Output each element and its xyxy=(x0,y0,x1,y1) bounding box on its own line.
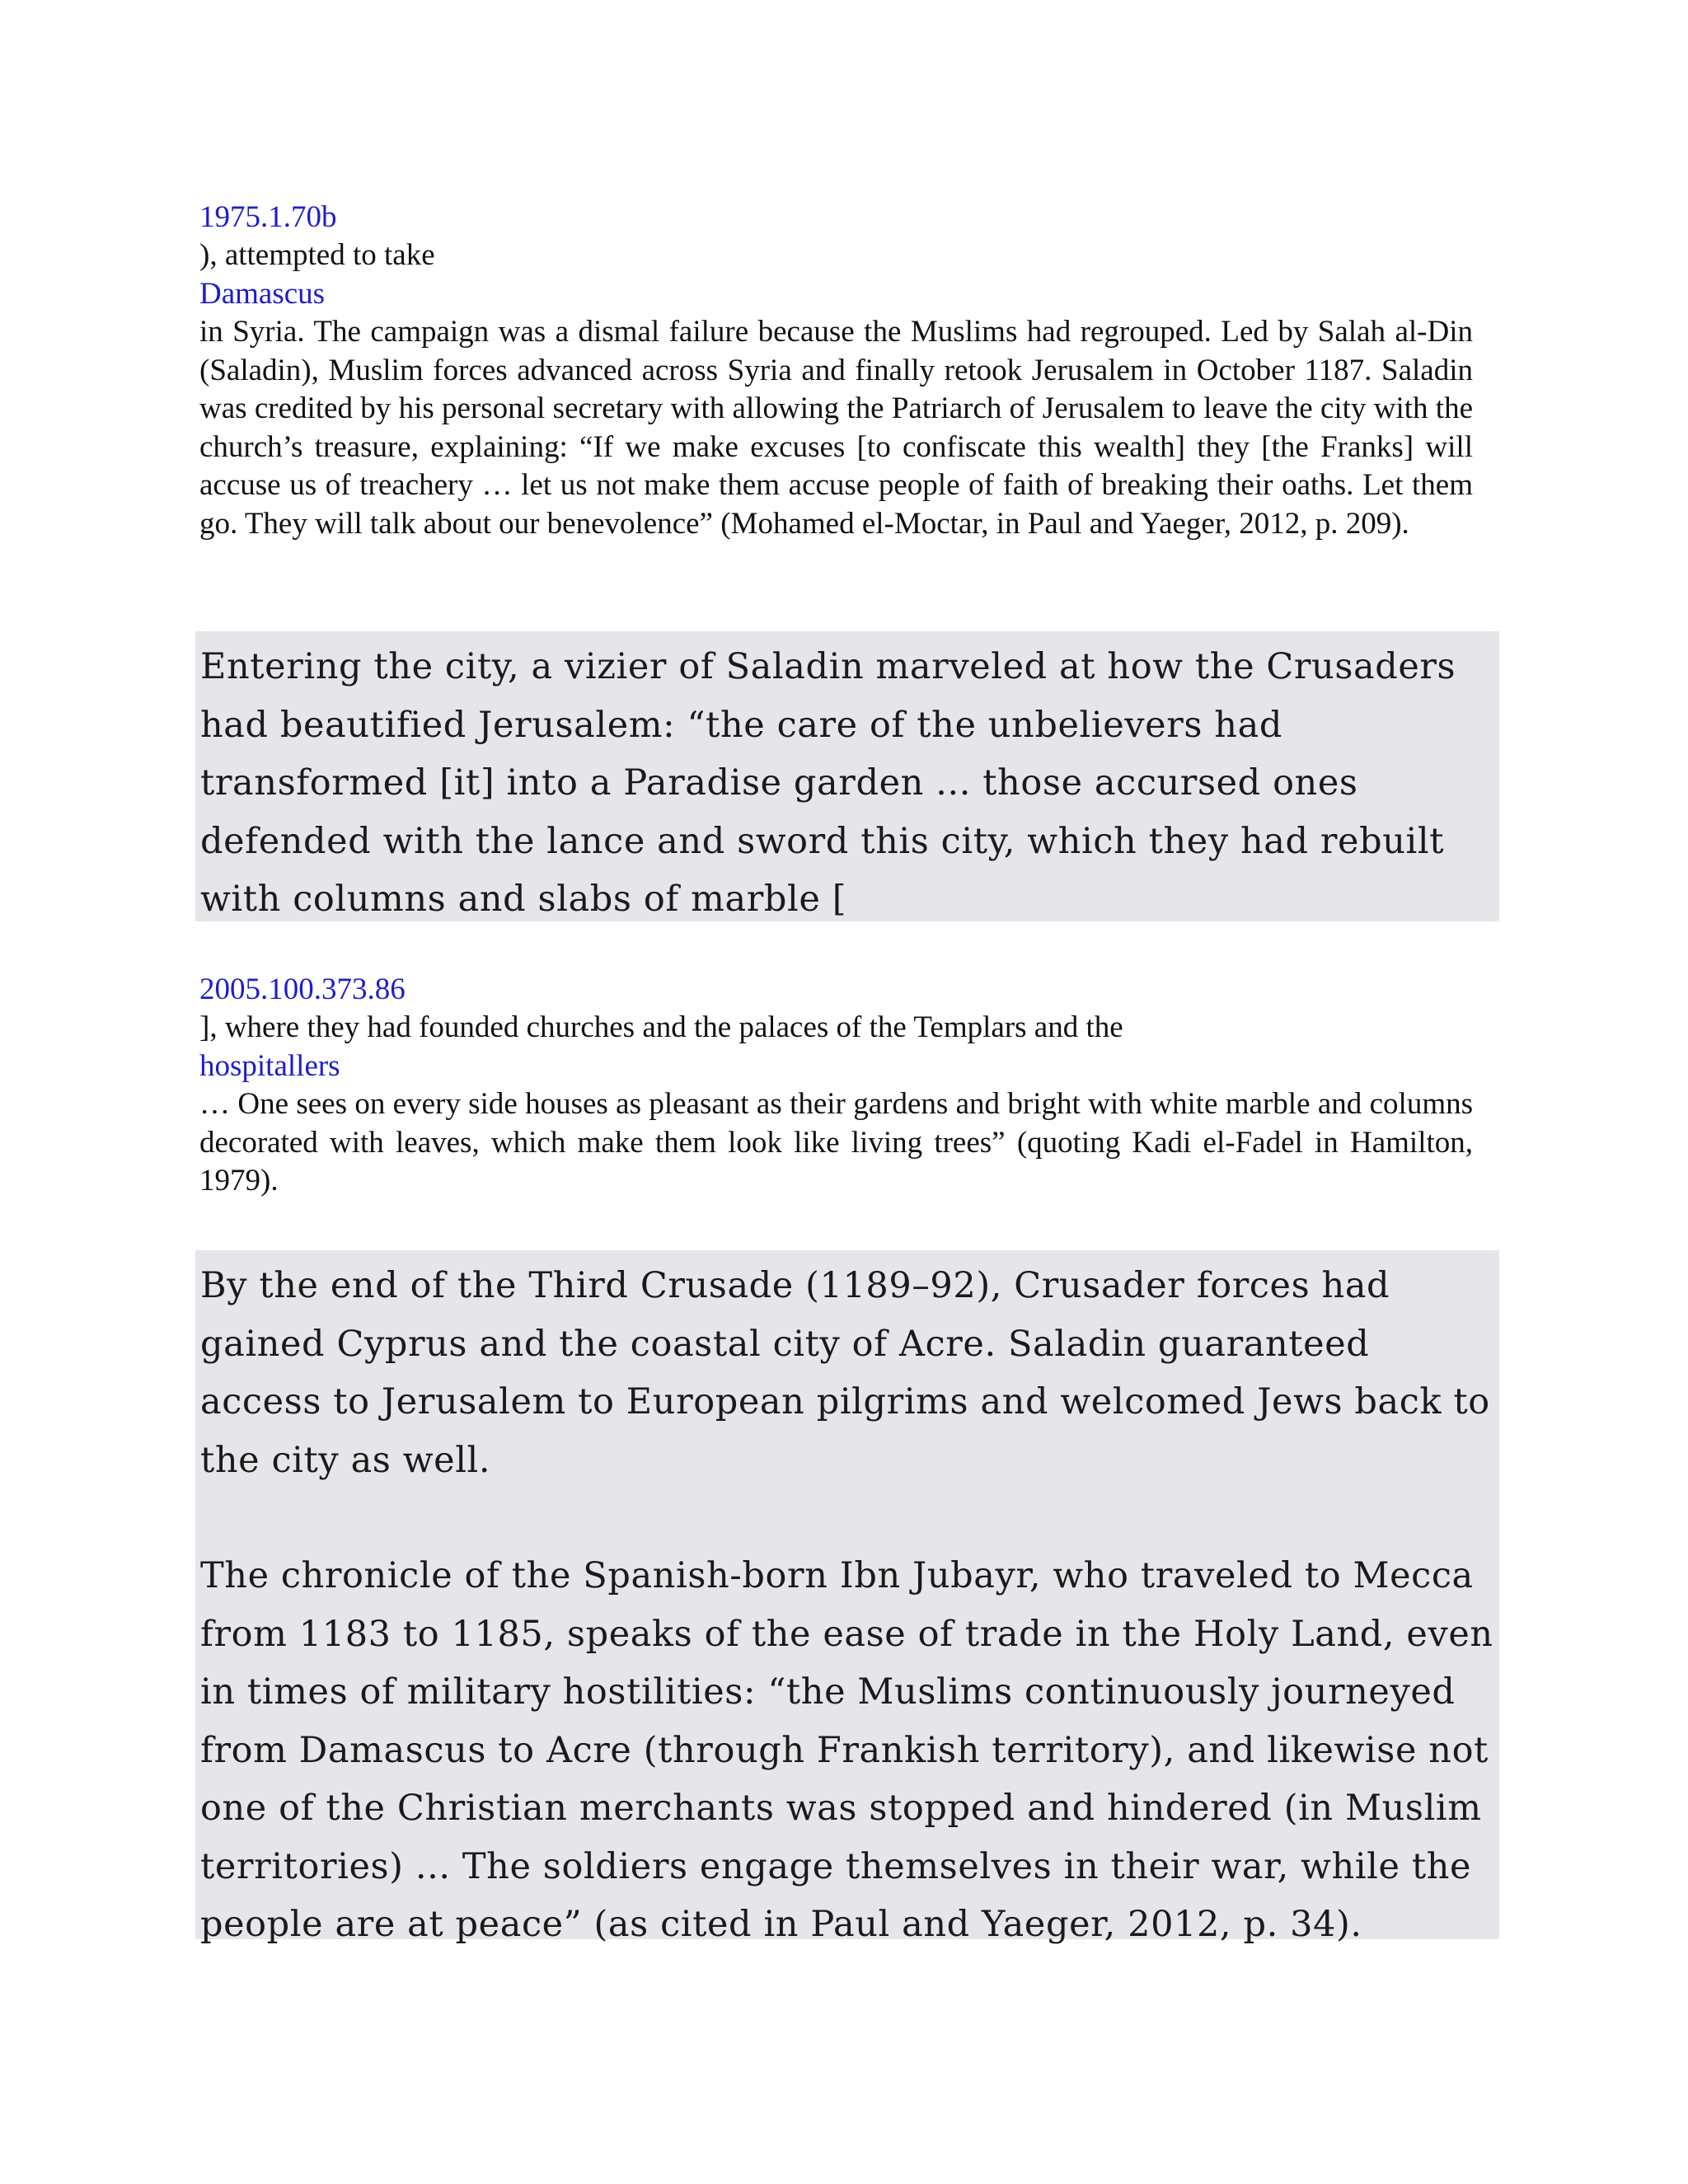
paragraph-gap xyxy=(200,1489,1499,1547)
damascus-link[interactable]: Damascus xyxy=(199,277,326,311)
highlighted-quote-vizier xyxy=(195,631,1499,921)
quote-ibn-jubayr-text: The chronicle of the Spanish-born Ibn Jubayr, who traveled to Mecca from 1183 to 1185, speaks of the ease of trade in the Holy Land, even in times of military hostilities: “the Muslims continuously journeyed from Damascus to Acre (through Frankish territory), and likewise not one of the Christian merchants was stopped and hindered (in Muslim territories) ... The soldiers engage themselves in their war, while the people are at peace” (as cited in Paul and Yaeger, 2012, p. 34). xyxy=(200,1555,1493,1945)
hospitallers-link[interactable]: hospitallers xyxy=(199,1049,340,1083)
paragraph-saladin-jerusalem: in Syria. The campaign was a dismal failure because the Muslims had regrouped. Led by Salah al-Din (Saladin), Muslim forces advanced across Syria and finally retook Jerusalem in October 1187. Saladin was credited by his personal secretary with allowing the Patriarch of Jerusalem to leave the city with the church’s treasure, explaining: “If we make excuses [to confiscate this wealth] they [the Franks] will accuse us of treachery … let us not make them accuse people of faith of breaking their oaths. Let them go. They will talk about our benevolence” (Mohamed el-Moctar, in Paul and Yaeger, 2012, p. 209). xyxy=(199,315,1473,541)
accession-link-1975-1-70b[interactable]: 1975.1.70b xyxy=(199,200,337,234)
paragraph-houses-marble: … One sees on every side houses as pleasant as their gardens and bright with white marble and columns decorated with leaves, which make them look like living trees” (quoting Kadi el-Fadel in Hamilton, 1979). xyxy=(199,1087,1473,1197)
accession-link-2005-100-373-86[interactable]: 2005.100.373.86 xyxy=(199,972,406,1006)
text-fragment-attempted: ), attempted to take xyxy=(199,238,435,272)
quote-third-crusade-text: By the end of the Third Crusade (1189–92), Crusader forces had gained Cyprus and the coastal city of Acre. Saladin guaranteed access to Jerusalem to European pilgrims and welcomed Jews back to the city as well. xyxy=(200,1265,1490,1481)
text-fragment-templars: ], where they had founded churches and the palaces of the Templars and the xyxy=(199,1010,1123,1044)
quote-vizier-text: Entering the city, a vizier of Saladin marveled at how the Crusaders had beautified Jerusalem: “the care of the unbelievers had transformed [it] into a Paradise garden ... those accursed ones defended with the lance and sword this city, which they had rebuilt with columns and slabs of marble [ xyxy=(200,646,1456,920)
highlighted-section-third-crusade xyxy=(195,1250,1499,1945)
